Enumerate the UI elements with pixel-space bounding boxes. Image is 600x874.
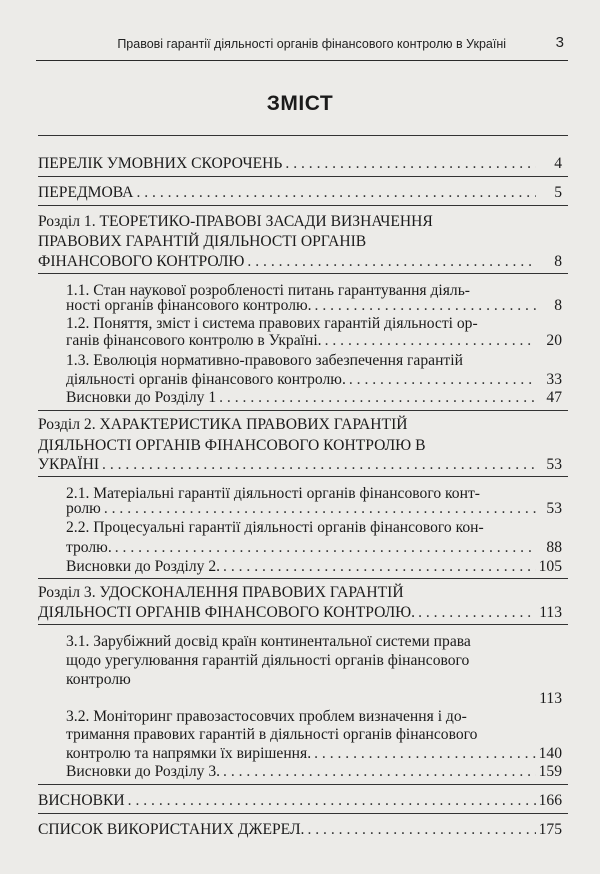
toc-page-number: 20 xyxy=(546,332,562,349)
section-title-last-line: ності органів фінансового контролю. . . . 8 xyxy=(66,296,562,316)
toc-page-number: 33 xyxy=(546,371,562,388)
toc-page-number: 113 xyxy=(539,604,562,621)
toc-entry-text: ПЕРЕДМОВА xyxy=(38,184,134,201)
toc-entry-text: СПИСОК ВИКОРИСТАНИХ ДЖЕРЕЛ. xyxy=(38,821,305,838)
divider xyxy=(38,578,568,579)
toc-conclusions-3[interactable]: Висновки до Розділу 3. . . . 159 xyxy=(66,762,562,782)
divider xyxy=(38,624,568,625)
chapter-title-line: Розділ 1. ТЕОРЕТИКО-ПРАВОВІ ЗАСАДИ ВИЗНАЧЕННЯ xyxy=(38,213,433,230)
toc-page-number: 113 xyxy=(539,690,562,707)
leader-dots xyxy=(223,557,536,577)
leader-dots xyxy=(315,296,536,316)
toc-entry-references[interactable] xyxy=(38,820,562,840)
divider xyxy=(38,205,568,206)
toc-page-number: 159 xyxy=(538,763,562,780)
leader-dots xyxy=(219,388,536,408)
toc-page-number: 88 xyxy=(546,539,562,556)
divider xyxy=(38,135,568,136)
toc-conclusions-2[interactable]: Висновки до Розділу 2. . . . 105 xyxy=(66,557,562,577)
section-title-line: щодо урегулювання гарантій діяльності органів фінансового xyxy=(66,652,470,669)
toc-page-number: 166 xyxy=(538,792,562,809)
divider xyxy=(38,476,568,477)
section-title-last-line: ролю . . . 53 xyxy=(66,499,562,519)
section-title-line: 2.2. Процесуальні гарантії діяльності органів фінансового кон- xyxy=(66,519,484,536)
leader-dots xyxy=(307,820,536,840)
toc-page-number: 53 xyxy=(546,456,562,473)
section-title-last-line: тролю. . . . 88 xyxy=(66,538,562,558)
leader-dots xyxy=(128,791,536,811)
leader-dots xyxy=(223,762,536,782)
toc-entry-text: ВИСНОВКИ xyxy=(38,792,125,809)
toc-page-number: 175 xyxy=(538,821,562,838)
leader-dots xyxy=(418,603,536,623)
toc-page-number: 8 xyxy=(554,297,562,314)
toc-conclusions-1[interactable]: Висновки до Розділу 1 . . . 47 xyxy=(66,388,562,408)
running-title: Правові гарантії діяльності органів фінансового контролю в Україні xyxy=(117,37,506,51)
divider xyxy=(38,176,568,177)
toc-page-number: 5 xyxy=(554,184,562,201)
section-title-line: тримання правових гарантій в діяльності органів фінансового xyxy=(66,726,478,743)
toc-entry-preface[interactable] xyxy=(38,183,562,203)
chapter-title-last-line: ДІЯЛЬНОСТІ ОРГАНІВ ФІНАНСОВОГО КОНТРОЛЮ. . . . 113 xyxy=(38,603,562,623)
toc-entry-conclusions[interactable] xyxy=(38,791,562,811)
running-header xyxy=(36,30,568,61)
toc-page-number: 105 xyxy=(538,558,562,575)
leader-dots xyxy=(325,331,536,351)
leader-dots xyxy=(104,499,536,519)
divider xyxy=(38,410,568,411)
section-title-line: 1.2. Поняття, зміст і система правових гарантій діяльності ор- xyxy=(66,315,478,332)
section-title-last-line: діяльності органів фінансового контролю. . . . 33 xyxy=(66,370,562,390)
divider xyxy=(38,813,568,814)
chapter-title-line: ДІЯЛЬНОСТІ ОРГАНІВ ФІНАНСОВОГО КОНТРОЛЮ В xyxy=(38,437,426,454)
leader-dots xyxy=(349,370,536,390)
leader-dots xyxy=(314,744,536,764)
chapter-title-line: Розділ 3. УДОСКОНАЛЕННЯ ПРАВОВИХ ГАРАНТІЙ xyxy=(38,584,404,601)
leader-dots xyxy=(136,183,536,203)
leader-dots xyxy=(115,538,536,558)
section-title-line: контролю xyxy=(66,671,131,688)
leader-dots xyxy=(247,252,536,272)
divider xyxy=(38,273,568,274)
section-title-line: 2.1. Матеріальні гарантії діяльності органів фінансового конт- xyxy=(66,485,480,502)
toc-entry-text: ПЕРЕЛІК УМОВНИХ СКОРОЧЕНЬ xyxy=(38,155,283,172)
chapter-title-last-line: ФІНАНСОВОГО КОНТРОЛЮ . . . 8 xyxy=(38,252,562,272)
chapter-title-line: Розділ 2. ХАРАКТЕРИСТИКА ПРАВОВИХ ГАРАНТІЙ xyxy=(38,416,408,433)
chapter-title-line: ПРАВОВИХ ГАРАНТІЙ ДІЯЛЬНОСТІ ОРГАНІВ xyxy=(38,233,367,250)
divider xyxy=(38,784,568,785)
toc-page-number: 47 xyxy=(546,389,562,406)
section-title-line: 3.1. Зарубіжний досвід країн континентальної системи права xyxy=(66,633,471,650)
toc-page-number: 53 xyxy=(546,500,562,517)
toc-entry-abbreviations[interactable] xyxy=(38,154,562,174)
section-title-line: 1.1. Стан наукової розробленості питань гарантування діяль- xyxy=(66,282,471,299)
toc-page-number: 140 xyxy=(538,745,562,762)
section-title-line: 3.2. Моніторинг правозастосовчих проблем визначення і до- xyxy=(66,708,467,725)
section-title-last-line: контролю та напрямки їх вирішення. . . . 140 xyxy=(66,744,562,764)
section-title-last-line: ганів фінансового контролю в Україні. . . . 20 xyxy=(66,331,562,351)
section-title-line: 1.3. Еволюція нормативно-правового забезпечення гарантій xyxy=(66,352,463,369)
chapter-title-last-line: УКРАЇНІ . . . 53 xyxy=(38,455,562,475)
leader-dots xyxy=(102,455,536,475)
leader-dots xyxy=(285,154,536,174)
toc-page-number: 4 xyxy=(554,155,562,172)
toc-heading: ЗМІСТ xyxy=(266,92,334,115)
toc-page-number: 8 xyxy=(554,253,562,270)
page-number: 3 xyxy=(555,34,564,51)
